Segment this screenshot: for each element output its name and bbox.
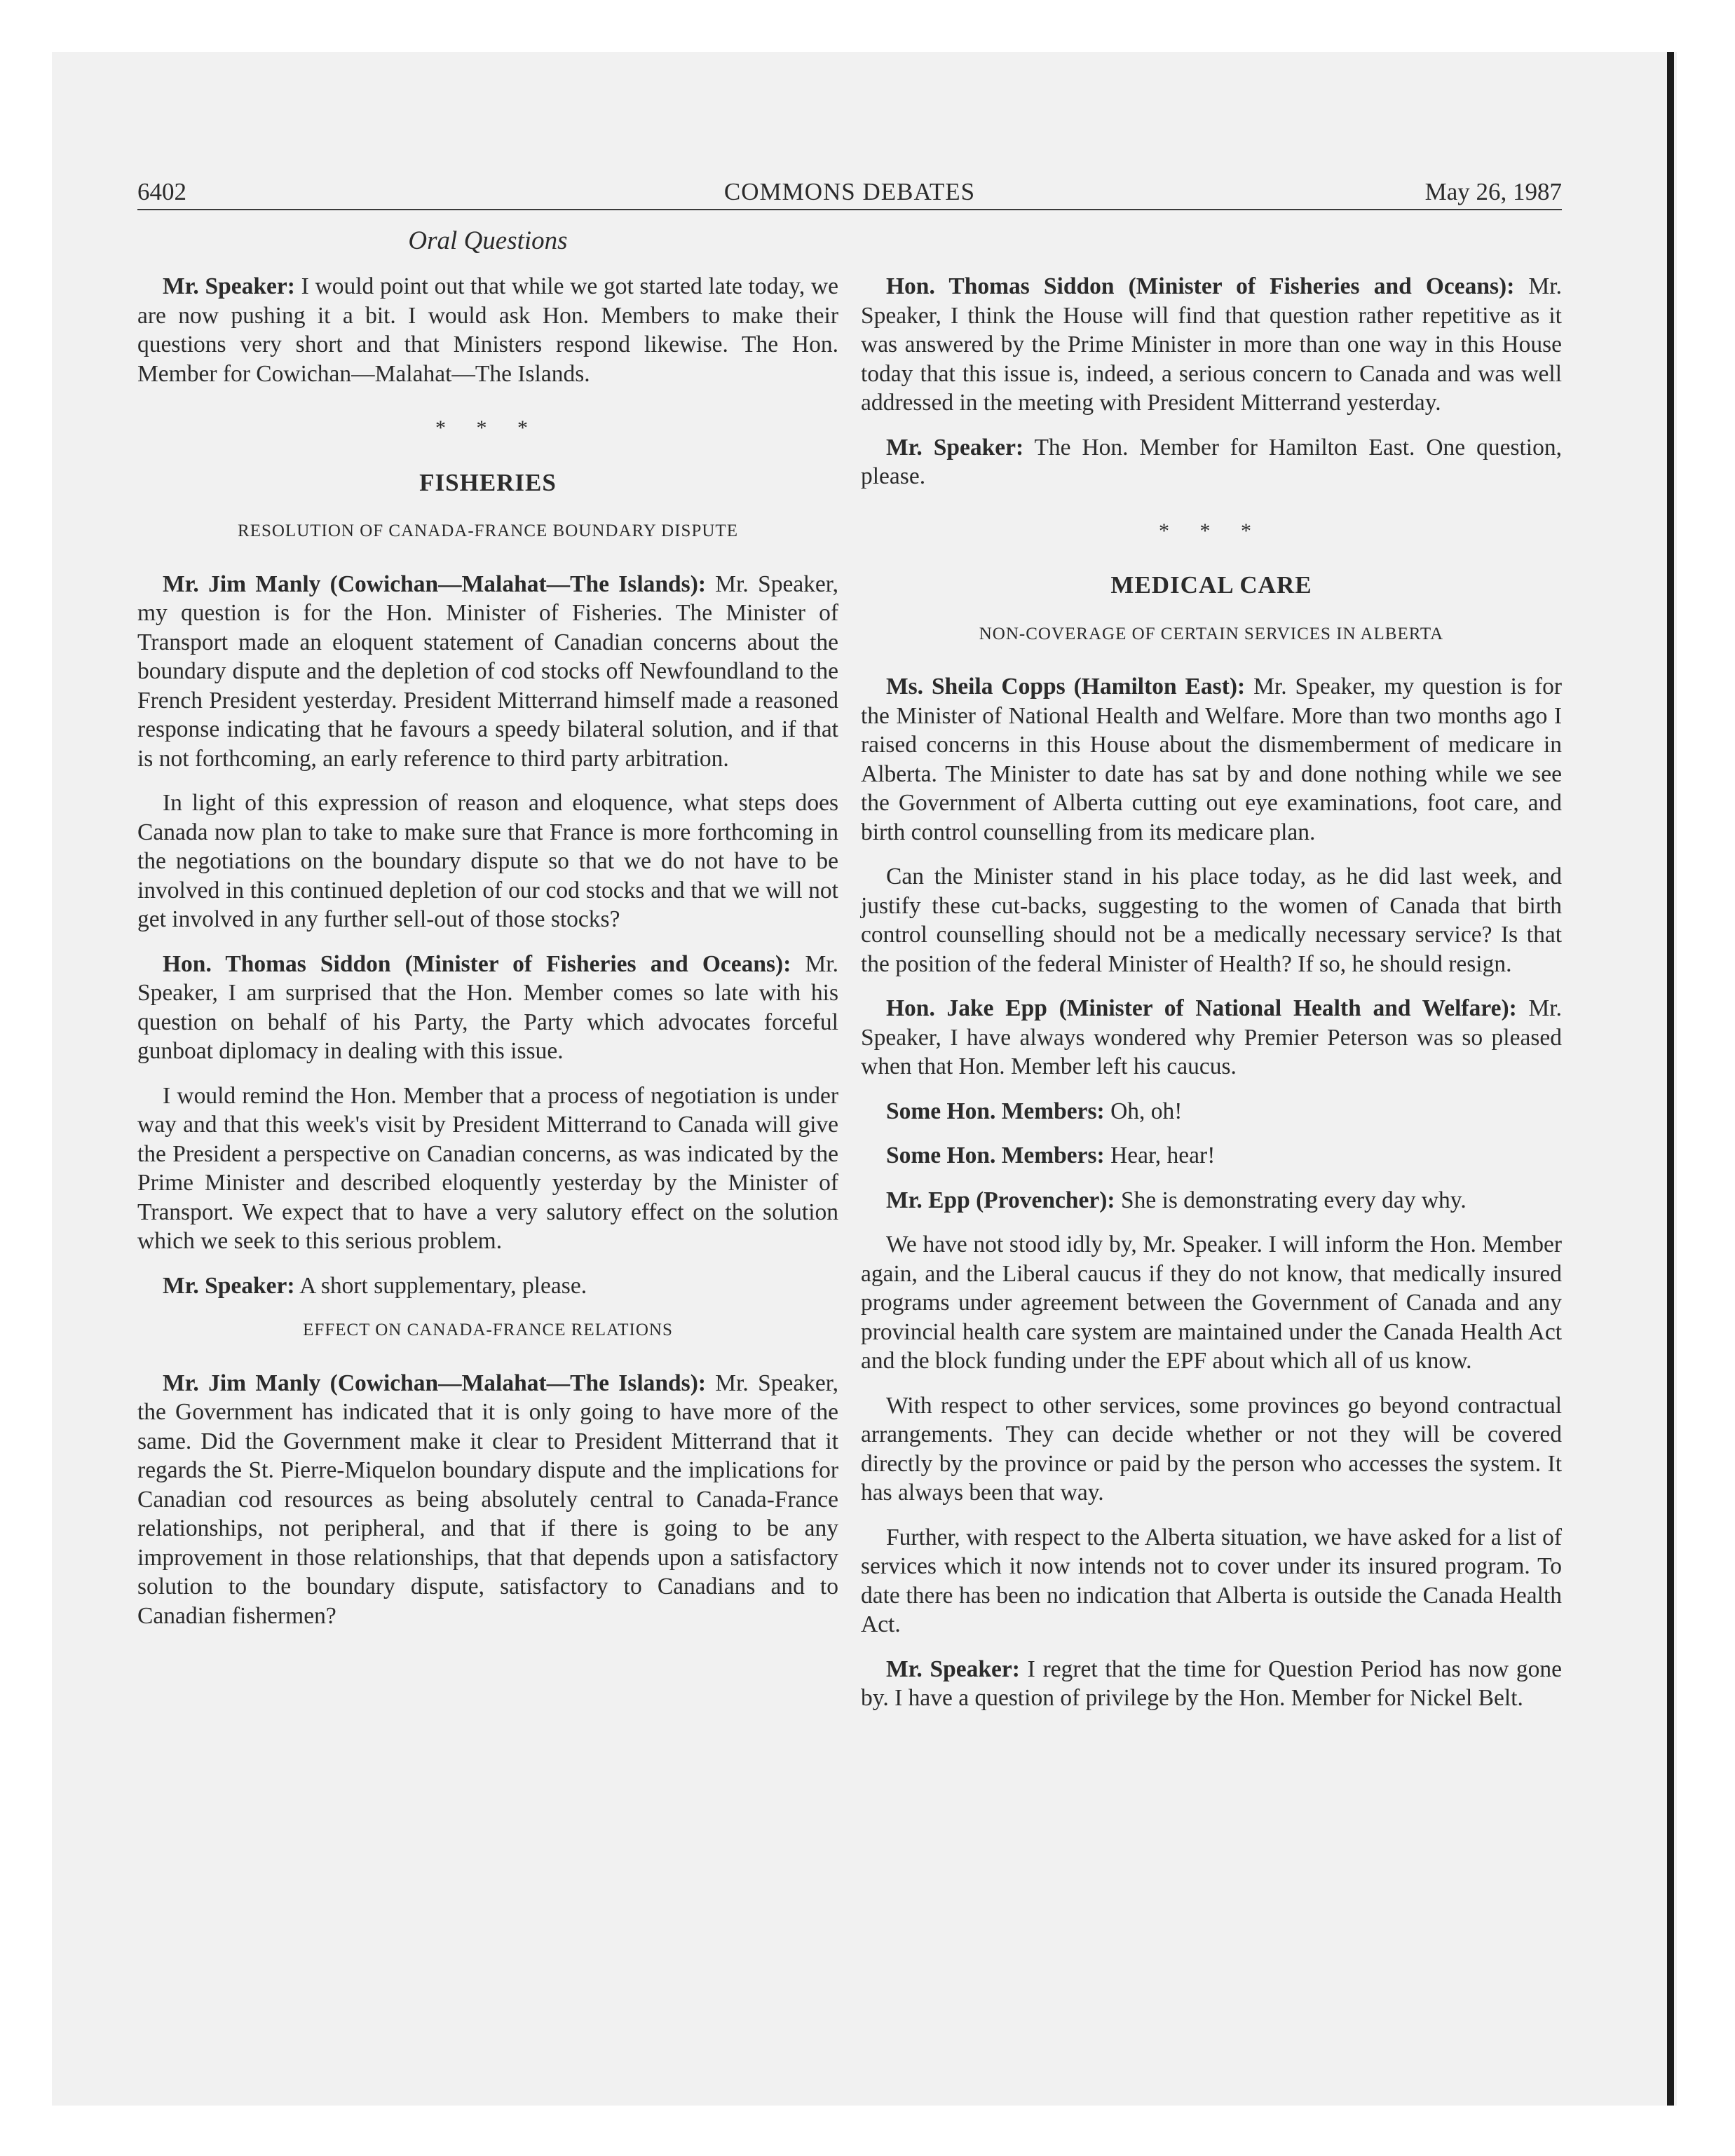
speaker-name: Some Hon. Members: <box>886 1142 1105 1168</box>
paragraph <box>861 1655 1562 1713</box>
speaker-name: Mr. Jim Manly (Cowichan—Malahat—The Islands): <box>163 571 707 597</box>
paragraph <box>861 1141 1562 1171</box>
left-column <box>137 272 838 1646</box>
speaker-name: Mr. Jim Manly (Cowichan—Malahat—The Islands): <box>163 1370 707 1396</box>
paragraph: I would remind the Hon. Member that a process of negotiation is under way and that this week's visit by President Mitterrand to Canada will give the President a perspective on Canadian concerns, as was indicated by the Prime Minister and described eloquently yesterday by the Minister of Transport. We expect that to have a very salutory effect on the solution which we seek to this serious problem. <box>137 1082 838 1254</box>
paragraph: With respect to other services, some provinces go beyond contractual arrangements. They can decide whether or not they will be covered directly by the province or paid by the person who accesses the system. It has always been that way. <box>861 1392 1562 1506</box>
running-header <box>137 175 1562 210</box>
paragraph <box>861 1097 1562 1126</box>
subsection-heading: NON-COVERAGE OF CERTAIN SERVICES IN ALBERTA <box>979 624 1444 643</box>
page-number: 6402 <box>137 178 186 205</box>
speech-text: Mr. Speaker, the Government has indicated that it is only going to have more of the same. Did the Government make it clear to President Mitterrand that it regards the St. Pierre-Miquelon boundary dispute and the implications for Canadian cod resources as being absolutely central to Canada-France relationships, not peripheral, and that if there is going to be any improvement in those relationships, that that depends upon a satisfactory solution to the boundary dispute, satisfactory to Canadians and to Canadian fishermen? <box>137 1370 838 1629</box>
paragraph <box>861 994 1562 1082</box>
section-running-head: Oral Questions <box>408 226 568 255</box>
speaker-name: Mr. Speaker: <box>163 273 295 299</box>
paragraph: In light of this expression of reason and eloquence, what steps does Canada now plan to take to make sure that France is more forthcoming in the negotiations on the boundary dispute so that we do not have to be involved in this continued depletion of our cod stocks and that we will not get involved in any further sell-out of those stocks? <box>137 790 838 932</box>
paragraph <box>137 950 838 1066</box>
speech-text: I would point out that while we got started late today, we are now pushing it a bit. I would ask Hon. Members to make their questions very short and that Ministers respond likewise. The Hon. Member for Cowichan—Malahat—The Islands. <box>137 273 838 387</box>
speaker-name: Hon. Jake Epp (Minister of National Health and Welfare): <box>886 995 1517 1021</box>
paragraph <box>861 272 1562 418</box>
paragraph <box>861 1186 1562 1215</box>
speech-text: She is demonstrating every day why. <box>1115 1187 1467 1213</box>
section-divider: * * * <box>1159 519 1264 543</box>
paragraph: Can the Minister stand in his place today, as he did last week, and justify these cut-backs, suggesting to the women of Canada that birth control counselling should not be a medically necessary service? Is that the position of the federal Minister of Health? If so, he should resign. <box>861 864 1562 977</box>
speaker-name: Mr. Epp (Provencher): <box>886 1187 1115 1213</box>
paragraph <box>137 1369 838 1631</box>
paragraph <box>861 433 1562 491</box>
subsection-heading: RESOLUTION OF CANADA-FRANCE BOUNDARY DISPUTE <box>238 521 738 540</box>
speech-text: Mr. Speaker, my question is for the Minister of National Health and Welfare. More than two months ago I raised concerns in this House about the dismemberment of medicare in Alberta. The Minister to date has sat by and done nothing while we see the Government of Alberta cutting out eye examinations, foot care, and birth control counselling from its medicare plan. <box>861 674 1562 845</box>
speech-text: Hear, hear! <box>1104 1142 1216 1168</box>
section-heading: MEDICAL CARE <box>1110 571 1312 599</box>
speaker-name: Ms. Sheila Copps (Hamilton East): <box>886 674 1246 700</box>
section-divider: * * * <box>435 416 540 439</box>
paragraph <box>137 570 838 774</box>
paragraph: Further, with respect to the Alberta situation, we have asked for a list of services which it now intends not to cover under its insured program. To date there has been no indication that Alberta is outside the Canada Health Act. <box>861 1524 1562 1637</box>
speech-text: A short supplementary, please. <box>294 1272 587 1299</box>
speaker-name: Hon. Thomas Siddon (Minister of Fisheries and Oceans): <box>886 273 1515 299</box>
speaker-name: Some Hon. Members: <box>886 1098 1105 1124</box>
scan-edge <box>1667 52 1674 2106</box>
speech-text: The Hon. Member for Hamilton East. One question, please. <box>861 434 1562 489</box>
section-heading: FISHERIES <box>419 468 557 496</box>
paragraph <box>137 1271 838 1301</box>
speech-text: I regret that the time for Question Period has now gone by. I have a question of privilege by the Hon. Member for Nickel Belt. <box>861 1656 1562 1711</box>
speech-text: Mr. Speaker, my question is for the Hon. Minister of Fisheries. The Minister of Transport made an eloquent statement of Canadian concerns about the boundary dispute and the depletion of cod stocks off Newfoundland to the French President yesterday. President Mitterrand himself made a reasoned response indicating that he favours a speedy bilateral solution, and if that is not forthcoming, an early reference to third party arbitration. <box>137 571 838 772</box>
issue-date: May 26, 1987 <box>1424 178 1562 205</box>
speech-text: Oh, oh! <box>1104 1098 1183 1124</box>
subsection-heading: EFFECT ON CANADA-FRANCE RELATIONS <box>303 1321 673 1339</box>
publication-title: COMMONS DEBATES <box>723 178 976 205</box>
speaker-name: Mr. Speaker: <box>886 434 1024 460</box>
speech-text: Mr. Speaker, I have always wondered why Premier Peterson was so pleased when that Hon. Member left his caucus. <box>861 995 1562 1079</box>
paragraph <box>137 272 838 388</box>
speech-text: Mr. Speaker, I think the House will find that question rather repetitive as it was answered by the Prime Minister in more than one way in this House today that this issue is, indeed, a serious concern to Canada and was well addressed in the meeting with President Mitterrand yesterday. <box>861 273 1562 416</box>
paragraph: We have not stood idly by, Mr. Speaker. I will inform the Hon. Member again, and the Liberal caucus if they do not know, that medically insured programs under agreement between the Government of Canada and any provincial health care system are maintained under the Canada Health Act and the block funding under the EPF about which all of us know. <box>861 1231 1562 1374</box>
speech-text: Mr. Speaker, I am surprised that the Hon. Member comes so late with his question on behalf of his Party, the Party which advocates forceful gunboat diplomacy in dealing with this issue. <box>137 950 838 1064</box>
speaker-name: Mr. Speaker: <box>163 1272 295 1299</box>
paragraph <box>861 672 1562 847</box>
right-column <box>861 272 1562 1728</box>
speaker-name: Mr. Speaker: <box>886 1656 1020 1682</box>
speaker-name: Hon. Thomas Siddon (Minister of Fisheries and Oceans): <box>163 950 791 977</box>
